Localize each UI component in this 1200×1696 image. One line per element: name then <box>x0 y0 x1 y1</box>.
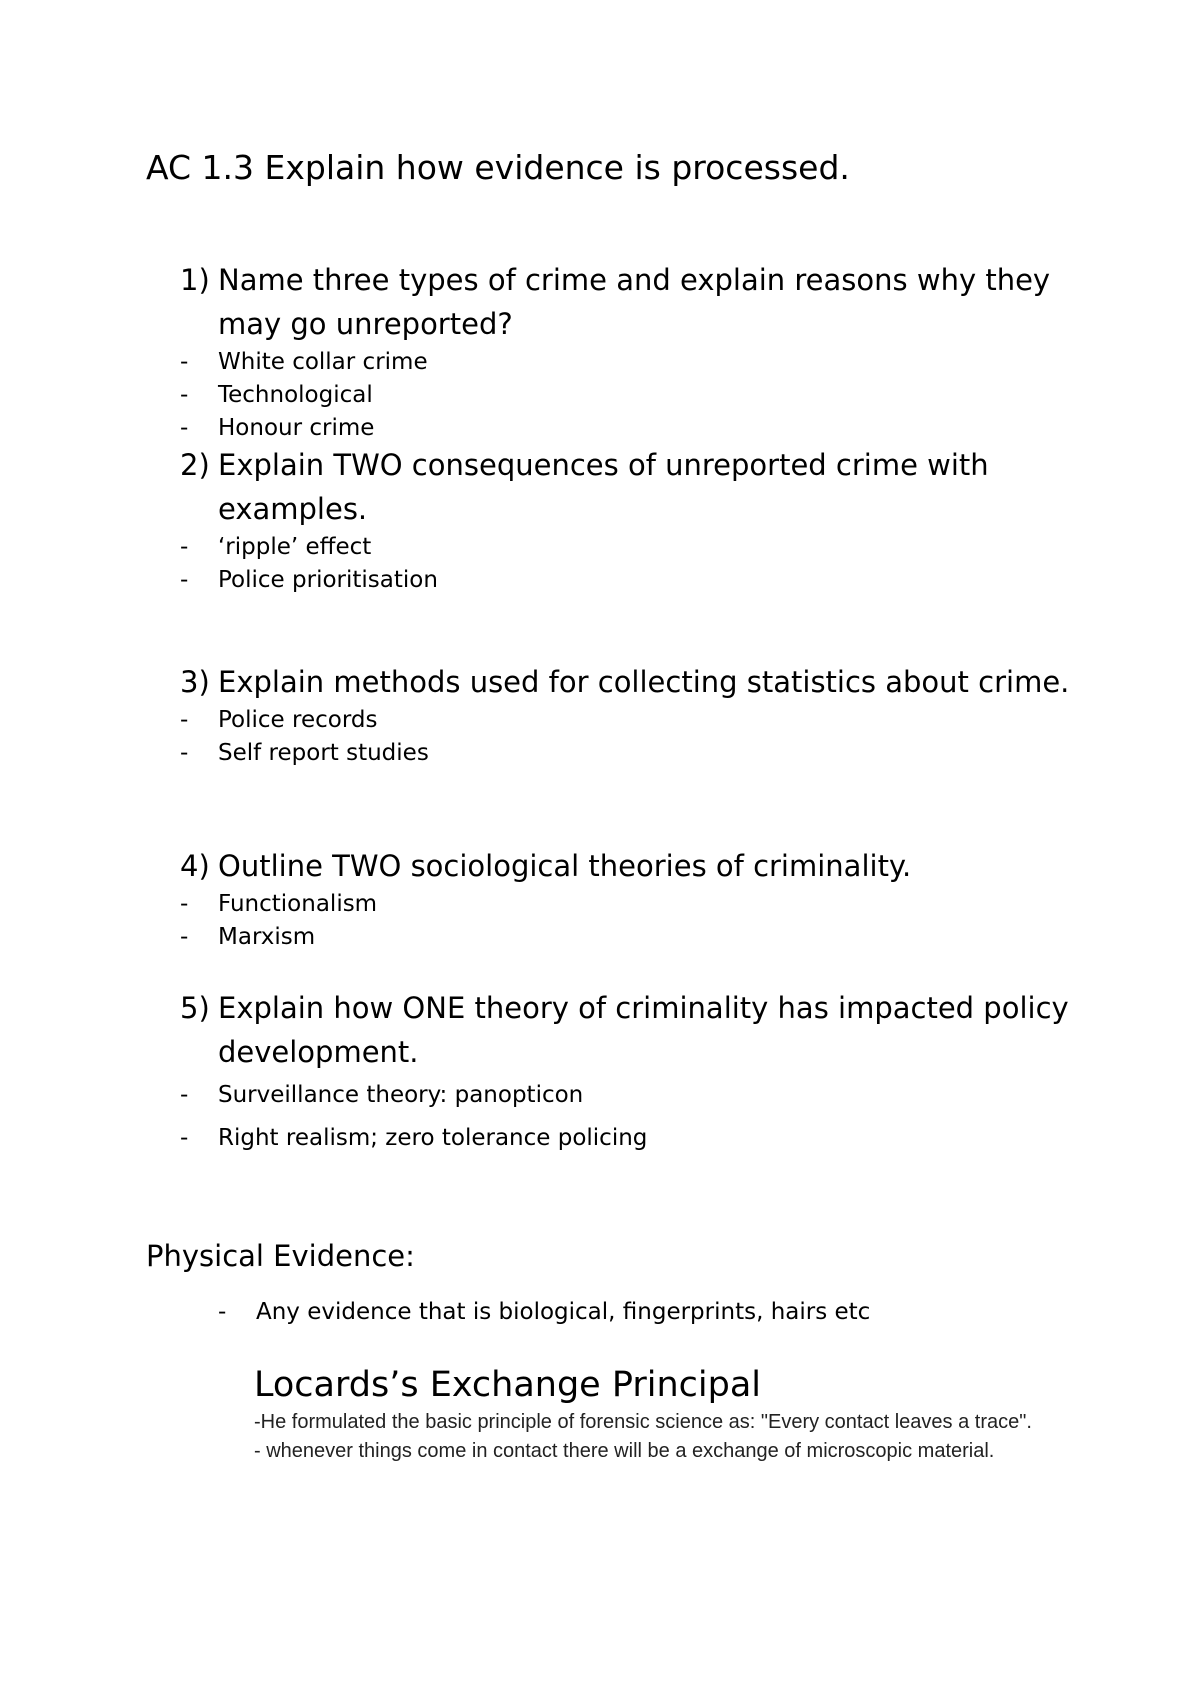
list-item <box>218 1296 870 1329</box>
dash-bullet: - <box>180 1082 189 1108</box>
dash-bullet: - <box>180 740 189 766</box>
list-item <box>180 1074 1080 1117</box>
answer-list <box>180 1074 1080 1160</box>
question-number: 1) <box>180 263 210 297</box>
locard-section <box>254 1362 1094 1466</box>
list-item-text: Right realism; zero tolerance policing <box>218 1125 648 1151</box>
question-number: 2) <box>180 448 210 482</box>
list-item-text: Police prioritisation <box>218 567 438 593</box>
question-1 <box>180 258 1080 445</box>
evidence-list <box>218 1296 870 1329</box>
list-item-text: Surveillance theory: panopticon <box>218 1082 584 1108</box>
locard-heading: Locards’s Exchange Principal <box>254 1365 761 1405</box>
answer-list <box>180 346 1080 445</box>
answer-list <box>180 531 1080 597</box>
dash-bullet: - <box>180 891 189 917</box>
list-item-text: Self report studies <box>218 740 429 766</box>
question-5 <box>180 986 1080 1160</box>
page-title: AC 1.3 Explain how evidence is processed. <box>146 148 850 187</box>
question-number: 5) <box>180 991 210 1025</box>
question-text: Explain TWO consequences of unreported crime with examples. <box>218 448 989 526</box>
question-text: Outline TWO sociological theories of criminality. <box>218 849 912 883</box>
list-item <box>180 379 1080 412</box>
dash-bullet: - <box>180 349 189 375</box>
dash-bullet: - <box>180 707 189 733</box>
list-item <box>180 412 1080 445</box>
list-item-text: ‘ripple’ effect <box>218 534 372 560</box>
question-text: Explain methods used for collecting statistics about crime. <box>218 665 1070 699</box>
list-item <box>180 1117 1080 1160</box>
locard-text-line: -He formulated the basic principle of forensic science as: "Every contact leaves a trace". <box>254 1411 1032 1433</box>
question-3 <box>180 660 1080 770</box>
dash-bullet: - <box>180 924 189 950</box>
dash-bullet: - <box>180 534 189 560</box>
dash-bullet: - <box>180 415 189 441</box>
dash-bullet: - <box>180 567 189 593</box>
list-item-text: Any evidence that is biological, fingerprints, hairs etc <box>256 1299 871 1325</box>
question-text: Name three types of crime and explain reasons why they may go unreported? <box>218 263 1051 341</box>
list-item <box>180 531 1080 564</box>
question-text: Explain how ONE theory of criminality has impacted policy development. <box>218 991 1069 1069</box>
list-item <box>180 564 1080 597</box>
question-2 <box>180 443 1080 597</box>
locard-text-line: - whenever things come in contact there will be a exchange of microscopic material. <box>254 1440 995 1462</box>
question-number: 4) <box>180 849 210 883</box>
list-item <box>180 888 1080 921</box>
list-item-text: Marxism <box>218 924 316 950</box>
question-number: 3) <box>180 665 210 699</box>
list-item-text: White collar crime <box>218 349 428 375</box>
dash-bullet: - <box>218 1299 227 1325</box>
section-heading: Physical Evidence: <box>146 1239 415 1273</box>
list-item <box>180 921 1080 954</box>
list-item <box>180 346 1080 379</box>
list-item-text: Technological <box>218 382 373 408</box>
list-item-text: Honour crime <box>218 415 375 441</box>
answer-list <box>180 888 1080 954</box>
list-item-text: Functionalism <box>218 891 378 917</box>
answer-list <box>180 704 1080 770</box>
list-item <box>180 737 1080 770</box>
dash-bullet: - <box>180 382 189 408</box>
list-item <box>180 704 1080 737</box>
dash-bullet: - <box>180 1125 189 1151</box>
question-4 <box>180 844 1080 954</box>
list-item-text: Police records <box>218 707 378 733</box>
